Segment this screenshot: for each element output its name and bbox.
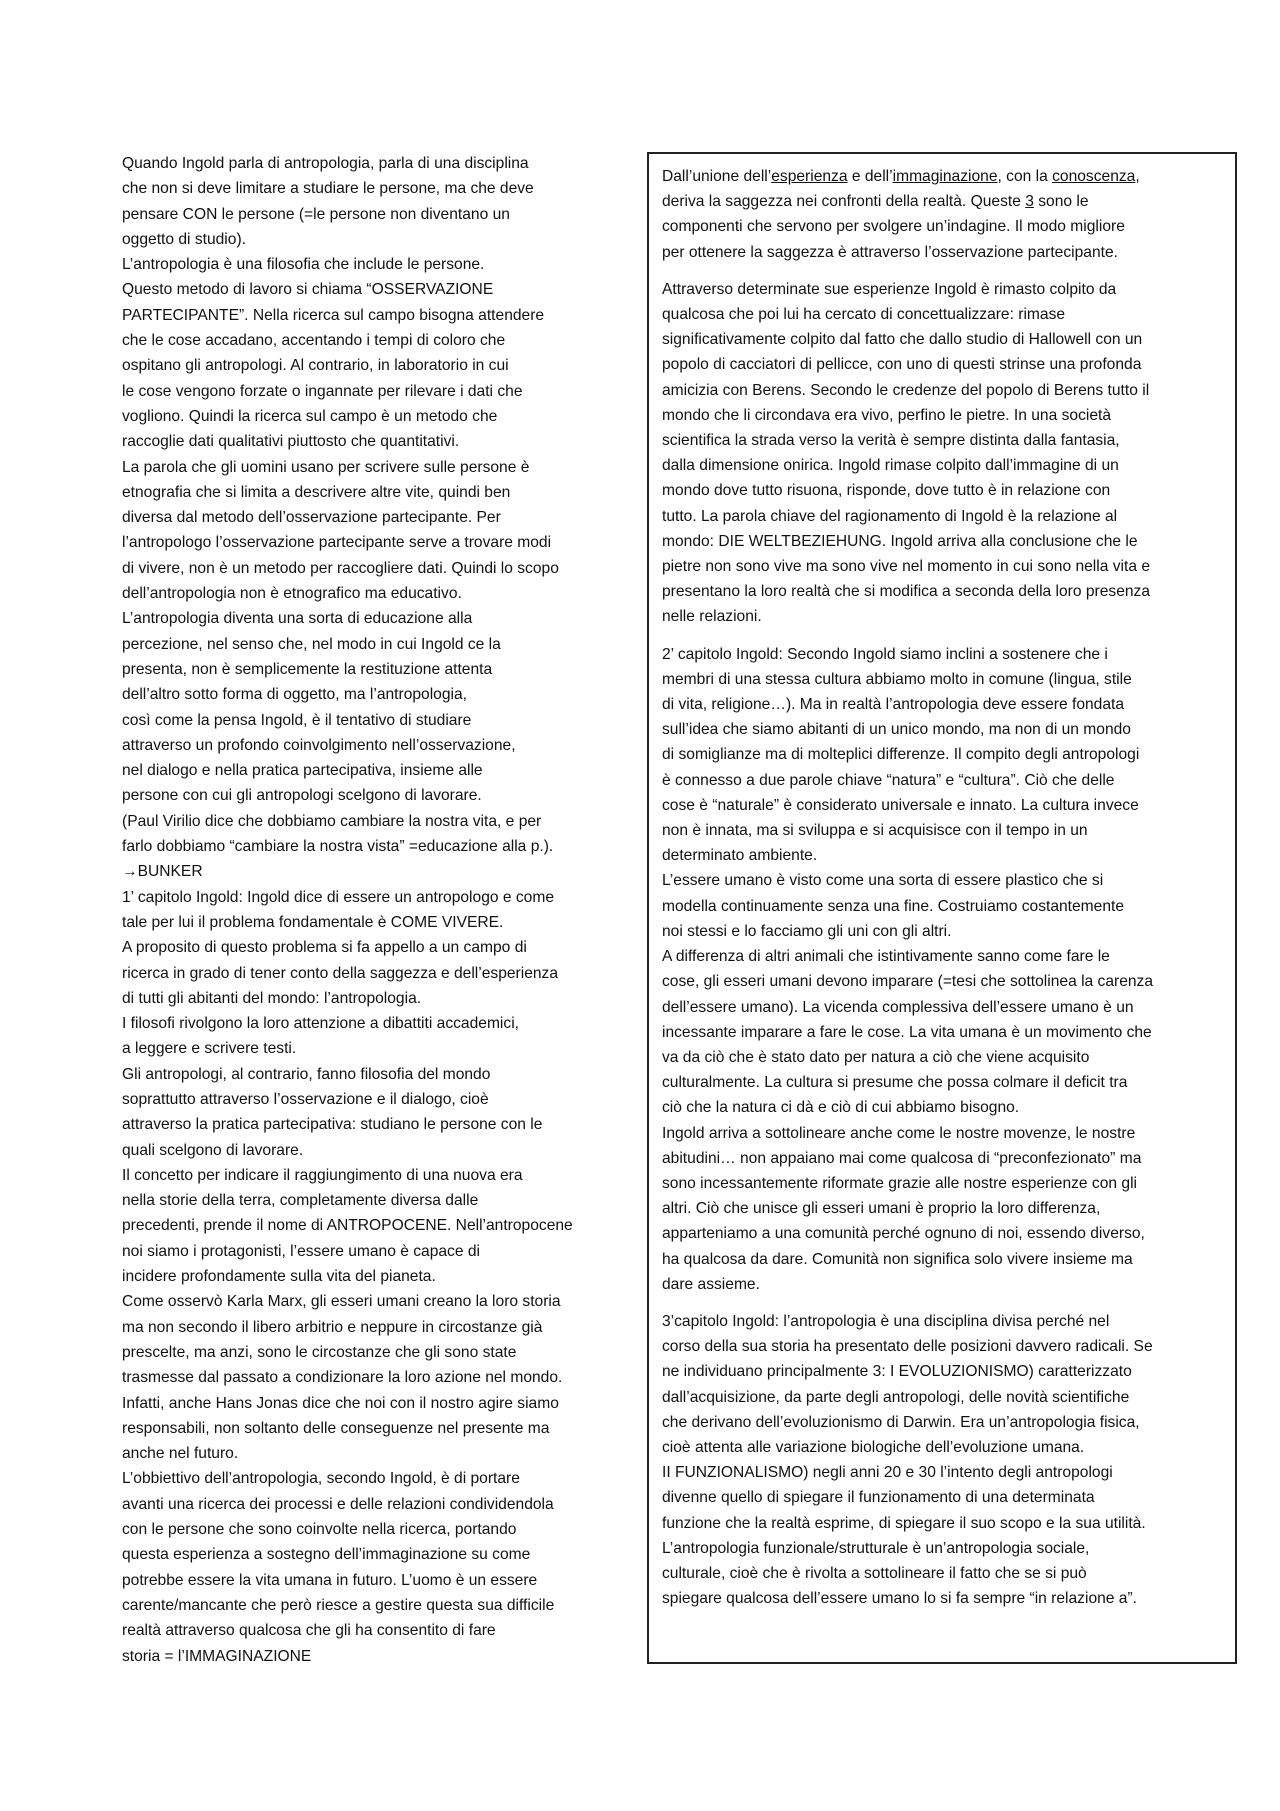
text-line: storia = l’IMMAGINAZIONE [122,1647,312,1665]
text-line: Come osservò Karla Marx, gli esseri umani creano la loro storia [122,1293,561,1311]
text-line: I filosofi rivolgono la loro attenzione a dibattiti accademici, [122,1015,519,1033]
text-line: nel dialogo e nella pratica partecipativa, insieme alle [122,762,483,780]
text-line: con le persone che sono coinvolte nella ricerca, portando [122,1521,517,1539]
text-line: vogliono. Quindi la ricerca sul campo è un metodo che [122,407,498,425]
text-line: corso della sua storia ha presentato delle posizioni davvero radicali. Se [662,1338,1153,1356]
text-line: membri di una stessa cultura abbiamo molto in comune (lingua, stile [662,670,1132,688]
text-line: culturalmente. La cultura si presume che possa colmare il deficit tra [662,1074,1128,1092]
text-line: dell’altro sotto forma di oggetto, ma l’antropologia, [122,686,467,704]
text-line: trasmesse dal passato a condizionare la loro azione nel mondo. [122,1369,563,1387]
text-line: che derivano dell’evoluzionismo di Darwin. Era un’antropologia fisica, [662,1413,1140,1431]
text-line: mondo che li circondava era vivo, perfino le pietre. In una società [662,406,1112,424]
text-line: 3’capitolo Ingold: l’antropologia è una disciplina divisa perché nel [662,1312,1110,1330]
text-line: persone con cui gli antropologi scelgono di lavorare. [122,787,482,805]
text-line: culturale, cioè che è rivolta a sottolineare il fatto che se si può [662,1564,1087,1582]
text-line: incidere profondamente sulla vita del pianeta. [122,1268,436,1286]
text-line: ricerca in grado di tener conto della saggezza e dell’esperienza [122,964,559,982]
text-line: prescelte, ma anzi, sono le circostanze che gli sono state [122,1343,517,1361]
text-line: popolo di cacciatori di pellicce, con uno di questi strinse una profonda [662,356,1142,374]
text-line: a leggere e scrivere testi. [122,1040,297,1058]
text-line: funzione che la realtà esprime, di spiegare il suo scopo e la sua utilità. [662,1514,1146,1532]
text-line: →BUNKER [122,863,203,881]
text-line: L’essere umano è visto come una sorta di essere plastico che si [662,872,1104,890]
text-line: La parola che gli uomini usano per scrivere sulle persone è [122,458,530,476]
text-line: ma non secondo il libero arbitrio e neppure in circostanze già [122,1318,543,1336]
text-line: L’antropologia è una filosofia che include le persone. [122,256,485,274]
text-line: cioè attenta alle variazione biologiche dell’evoluzione umana. [662,1438,1085,1456]
text-line: ha qualcosa da dare. Comunità non significa solo vivere insieme ma [662,1250,1133,1268]
text-line: dell’essere umano). La vicenda complessiva dell’essere umano è un [662,998,1134,1016]
text-line: 1’ capitolo Ingold: Ingold dice di essere un antropologo e come [122,888,555,906]
text-line: apparteniamo a una comunità perché ognuno di noi, essendo diverso, [662,1225,1145,1243]
paragraph-saggezza: Dall’unione dell’esperienza e dell’immaginazione, con la conoscenza, deriva la saggezza nei confronti della realtà. Queste 3 sono le componenti che servono per svolgere un’indagine. Il modo migliore per ottenere la saggezza è attraverso l’osservazione partecipante. [662,168,1140,261]
text-line: di vita, religione…). Ma in realtà l’antropologia deve essere fondata [662,696,1125,714]
text-line: amicizia con Berens. Secondo le credenze del popolo di Berens tutto il [662,381,1150,399]
text-line: L’antropologia diventa una sorta di educazione alla [122,610,473,628]
text-line: altri. Ciò che unisce gli esseri umani è proprio la loro differenza, [662,1200,1101,1218]
text-line: responsabili, non soltanto delle conseguenze nel presente ma [122,1419,550,1437]
text-line: mondo dove tutto risuona, risponde, dove tutto è in relazione con [662,482,1111,500]
left-column-text [122,151,630,1669]
text-line: raccoglie dati qualitativi piuttosto che quantitativi. [122,433,460,451]
text-line: non è innata, ma si sviluppa e si acquisisce con il tempo in un [662,822,1088,840]
text-line: etnografia che si limita a descrivere altre vite, quindi ben [122,483,511,501]
text-line: spiegare qualcosa dell’essere umano lo si fa sempre “in relazione a”. [662,1590,1137,1608]
text-line: soprattutto attraverso l’osservazione e il dialogo, cioè [122,1090,489,1108]
text-line: che le cose accadano, accentando i tempi di coloro che [122,332,506,350]
text-line: attraverso la pratica partecipativa: studiano le persone con le [122,1116,543,1134]
text-line: L’antropologia funzionale/strutturale è un’antropologia sociale, [662,1539,1090,1557]
text-line: oggetto di studio). [122,230,246,248]
text-line: è connesso a due parole chiave “natura” e “cultura”. Ciò che delle [662,771,1115,789]
text-line: scientifica la strada verso la verità è sempre distinta dalla fantasia, [662,432,1120,450]
text-line: quali scelgono di lavorare. [122,1141,304,1159]
text-line: diversa dal metodo dell’osservazione partecipante. Per [122,509,501,527]
text-line: abitudini… non appaiano mai come qualcosa di “preconfezionato” ma [662,1149,1142,1167]
text-line: di somiglianze ma di molteplici differenze. Il compito degli antropologi [662,746,1140,764]
text-line: sono incessantemente riformate grazie alle nostre esperienze con gli [662,1174,1138,1192]
text-line: qualcosa che poi lui ha cercato di concettualizzare: rimase [662,306,1066,324]
text-line: che non si deve limitare a studiare le persone, ma che deve [122,180,534,198]
text-line: tale per lui il problema fondamentale è COME VIVERE. [122,913,504,931]
text-line: ospitano gli antropologi. Al contrario, in laboratorio in cui [122,357,509,375]
text-line: potrebbe essere la vita umana in futuro. L’uomo è un essere [122,1571,538,1589]
paragraph-capitolo-3 [662,1309,1223,1611]
text-line: nelle relazioni. [662,608,762,626]
text-line: le cose vengono forzate o ingannate per rilevare i dati che [122,382,523,400]
text-line: Attraverso determinate sue esperienze Ingold è rimasto colpito da [662,280,1117,298]
text-line: L’obbiettivo dell’antropologia, secondo Ingold, è di portare [122,1470,520,1488]
text-line: va da ciò che è stato dato per natura a ciò che viene acquisito [662,1048,1090,1066]
text-line: dall’acquisizione, da parte degli antropologi, delle novità scientifiche [662,1388,1130,1406]
text-line: precedenti, prende il nome di ANTROPOCENE. Nell’antropocene [122,1217,573,1235]
text-line: noi siamo i protagonisti, l’essere umano è capace di [122,1242,480,1260]
text-line: A proposito di questo problema si fa appello a un campo di [122,939,527,957]
text-line: noi stessi e lo facciamo gli uni con gli altri. [662,922,952,940]
text-line: II FUNZIONALISMO) negli anni 20 e 30 l’intento degli antropologi [662,1464,1113,1482]
text-line: così come la pensa Ingold, è il tentativo di studiare [122,711,472,729]
text-line: dalla dimensione onirica. Ingold rimase colpito dall’immagine di un [662,457,1119,475]
text-line: presentano la loro realtà che si modifica a seconda della loro presenza [662,583,1151,601]
text-line: dell’antropologia non è etnografico ma educativo. [122,585,462,603]
text-line: Gli antropologi, al contrario, fanno filosofia del mondo [122,1065,491,1083]
text-line: farlo dobbiamo “cambiare la nostra vista” =educazione alla p.). [122,838,554,856]
text-line: ne individuano principalmente 3: I EVOLUZIONISMO) caratterizzato [662,1363,1132,1381]
text-line: tutto. La parola chiave del ragionamento di Ingold è la relazione al [662,507,1118,525]
text-line: PARTECIPANTE”. Nella ricerca sul campo bisogna attendere [122,306,545,324]
text-line: Questo metodo di lavoro si chiama “OSSERVAZIONE [122,281,494,299]
paragraph-weltbeziehung [662,277,1223,630]
text-line: nella storie della terra, completamente diversa dalle [122,1192,479,1210]
text-line: cose è “naturale” è considerato universale e innato. La cultura invece [662,796,1139,814]
text-line: significativamente colpito dal fatto che dallo studio di Hallowell con un [662,331,1143,349]
text-line: avanti una ricerca dei processi e delle relazioni condividendola [122,1495,554,1513]
text-line: di tutti gli abitanti del mondo: l’antropologia. [122,989,422,1007]
text-line: anche nel futuro. [122,1445,239,1463]
text-line: ciò che la natura ci dà e ciò di cui abbiamo bisogno. [662,1099,1020,1117]
text-line: mondo: DIE WELTBEZIEHUNG. Ingold arriva alla conclusione che le [662,532,1138,550]
text-line: questa esperienza a sostegno dell’immaginazione su come [122,1546,531,1564]
text-line: Quando Ingold parla di antropologia, parla di una disciplina [122,155,529,172]
text-line: presenta, non è semplicemente la restituzione attenta [122,660,493,678]
text-line: percezione, nel senso che, nel modo in cui Ingold ce la [122,635,501,653]
text-line: divenne quello di spiegare il funzionamento di una determinata [662,1489,1095,1507]
text-line: incessante imparare a fare le cose. La vita umana è un movimento che [662,1023,1152,1041]
text-line: determinato ambiente. [662,847,818,865]
right-boxed-notes [647,152,1237,1664]
text-line: dare assieme. [662,1275,760,1293]
text-line: carente/mancante che però riesce a gestire questa sua difficile [122,1596,555,1614]
text-line: Il concetto per indicare il raggiungimento di una nuova era [122,1166,523,1184]
text-line: (Paul Virilio dice che dobbiamo cambiare la nostra vita, e per [122,812,542,830]
text-line: A differenza di altri animali che istintivamente sanno come fare le [662,948,1110,966]
text-line: pietre non sono vive ma sono vive nel momento in cui sono nella vita e [662,558,1151,576]
text-line: 2’ capitolo Ingold: Secondo Ingold siamo inclini a sostenere che i [662,645,1108,663]
text-line: realtà attraverso qualcosa che gli ha consentito di fare [122,1622,496,1640]
text-line: l’antropologo l’osservazione partecipante serve a trovare modi [122,534,552,552]
text-line: cose, gli esseri umani devono imparare (=tesi che sottolinea la carenza [662,973,1154,991]
text-line: sull’idea che siamo abitanti di un unico mondo, ma non di un mondo [662,721,1131,739]
text-line: attraverso un profondo coinvolgimento nell’osservazione, [122,736,516,754]
text-line: pensare CON le persone (=le persone non diventano un [122,205,510,223]
text-line: modella continuamente senza una fine. Costruiamo costantemente [662,897,1125,915]
paragraph-capitolo-2 [662,642,1223,1297]
text-line: Infatti, anche Hans Jonas dice che noi con il nostro agire siamo [122,1394,559,1412]
text-line: Ingold arriva a sottolineare anche come le nostre movenze, le nostre [662,1124,1136,1142]
text-line: di vivere, non è un metodo per raccogliere dati. Quindi lo scopo [122,559,559,577]
